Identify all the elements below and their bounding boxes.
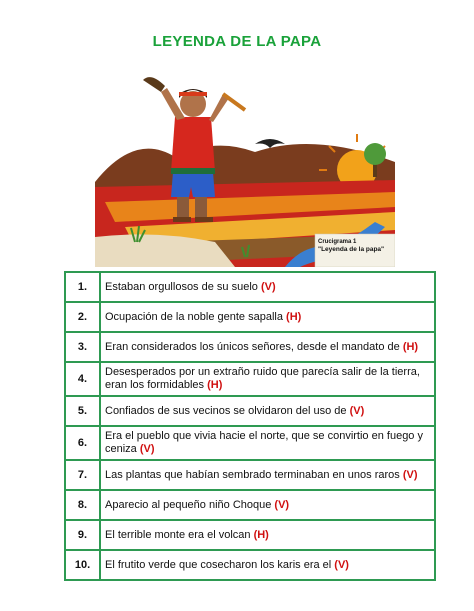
answer-badge: (H) <box>286 310 302 323</box>
tree-icon <box>364 143 386 165</box>
row-number: 3. <box>65 332 100 362</box>
row-text <box>100 460 435 490</box>
row-number: 10. <box>65 550 100 580</box>
question-text: Confiados de sus vecinos se olvidaron del uso de <box>105 404 347 417</box>
answer-badge: (V) <box>402 468 418 481</box>
question-text: Eran considerados los únicos señores, desde el mandato de <box>105 340 400 353</box>
table-row <box>65 490 435 520</box>
question-text: Estaban orgullosos de su suelo <box>105 280 258 293</box>
question-text: Aparecio al pequeño niño Choque <box>105 498 272 511</box>
row-text <box>100 302 435 332</box>
answer-badge: (V) <box>139 443 155 455</box>
answer-badge: (H) <box>253 528 269 541</box>
question-text: El frutito verde que cosecharon los karis era el <box>105 558 332 571</box>
table-row <box>65 332 435 362</box>
table-row <box>65 362 435 396</box>
farmer-illustration <box>95 62 395 267</box>
row-number: 6. <box>65 426 100 460</box>
question-text: Desesperados por un extraño ruido que parecía salir de la tierra, eran los formidables <box>105 366 420 391</box>
row-number: 2. <box>65 302 100 332</box>
row-number: 1. <box>65 272 100 302</box>
table-row <box>65 520 435 550</box>
table-row <box>65 302 435 332</box>
row-number: 7. <box>65 460 100 490</box>
row-number: 5. <box>65 396 100 426</box>
question-text: Las plantas que habían sembrado terminaban en unos raros <box>105 468 400 481</box>
row-text <box>100 362 435 396</box>
question-text: Era el pueblo que vivia hacie el norte, que se convirtio en fuego y ceniza <box>105 430 423 455</box>
question-text: Ocupación de la noble gente sapalla <box>105 310 283 323</box>
row-text <box>100 550 435 580</box>
answer-badge: (V) <box>349 404 365 417</box>
row-text <box>100 520 435 550</box>
table-row <box>65 396 435 426</box>
answer-badge: (V) <box>274 498 290 511</box>
row-number: 9. <box>65 520 100 550</box>
row-text <box>100 272 435 302</box>
questions-table <box>64 271 436 581</box>
table-row <box>65 460 435 490</box>
answer-badge: (V) <box>334 558 349 571</box>
answer-badge: (H) <box>207 379 223 391</box>
question-text: El terrible monte era el volcan <box>105 528 251 541</box>
row-text <box>100 490 435 520</box>
row-number: 4. <box>65 362 100 396</box>
illustration-caption <box>318 238 390 254</box>
table-row <box>65 426 435 460</box>
row-text <box>100 396 435 426</box>
page-title: LEYENDA DE LA PAPA <box>152 33 322 50</box>
row-text <box>100 426 435 460</box>
row-number: 8. <box>65 490 100 520</box>
caption-line-1: Crucigrama 1 <box>318 239 357 245</box>
row-text <box>100 332 435 362</box>
caption-line-2: "Leyenda de la papa" <box>318 246 385 253</box>
answer-badge: (V) <box>260 280 276 293</box>
table-row <box>65 550 435 580</box>
table-row <box>65 272 435 302</box>
answer-badge: (H) <box>402 340 419 353</box>
